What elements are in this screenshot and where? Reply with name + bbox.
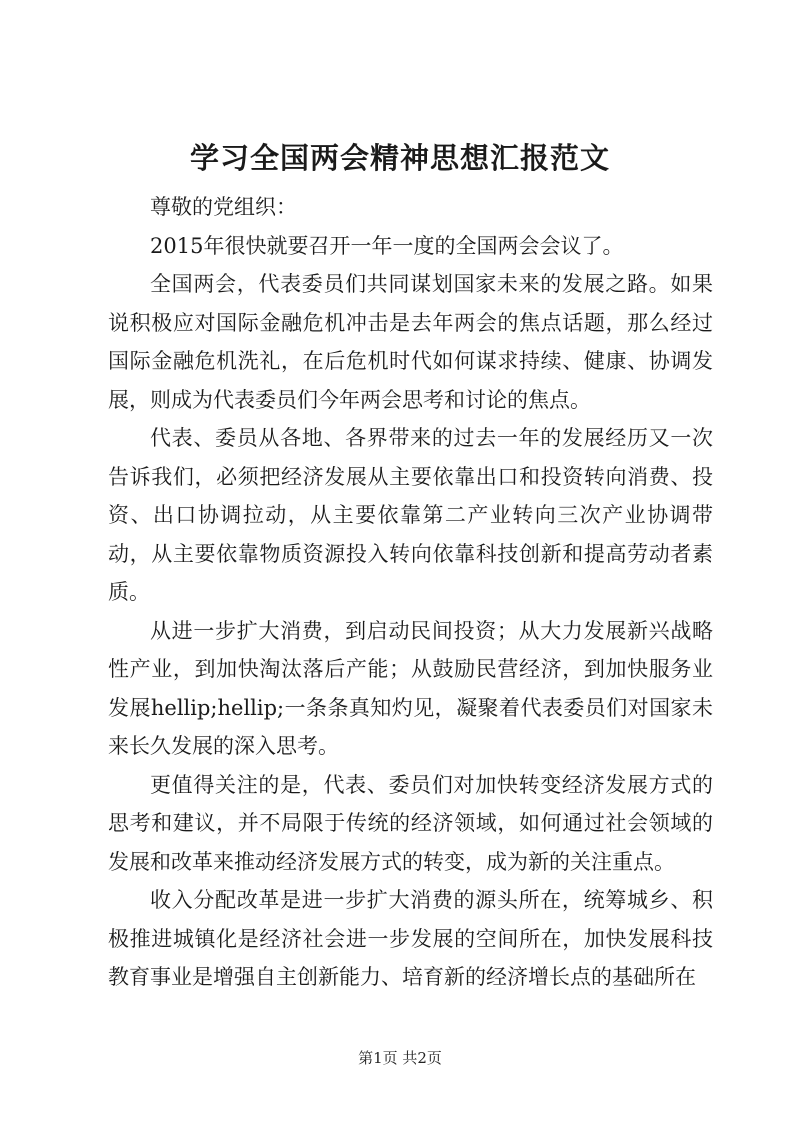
- paragraph: 收入分配改革是进一步扩大消费的源头所在，统筹城乡、积极推进城镇化是经济社会进一步发展的空间所在，加快发展科技教育事业是增强自主创新能力、培育新的经济增长点的基础所在: [108, 888, 713, 989]
- paragraph: 更值得关注的是，代表、委员们对加快转变经济发展方式的思考和建议，并不局限于传统的经济领域，如何通过社会领域的发展和改革来推动经济发展方式的转变，成为新的关注重点。: [108, 772, 713, 874]
- salutation: 尊敬的党组织：: [150, 195, 297, 219]
- paragraph: 从进一步扩大消费，到启动民间投资；从大力发展新兴战略性产业，到加快淘汰落后产能；从鼓励民营经济，到加快服务业发展hellip;hellip;一条条真知灼见，凝聚着代表委员们对国家未来长久发展的深入思考。: [108, 618, 713, 758]
- paragraph: 代表、委员从各地、各界带来的过去一年的发展经历又一次告诉我们，必须把经济发展从主要依靠出口和投资转向消费、投资、出口协调拉动，从主要依靠第二产业转向三次产业协调带动，从主要依靠物质资源投入转向依靠科技创新和提高劳动者素质。: [108, 426, 713, 604]
- page-footer: 第1页 共2页: [358, 1049, 442, 1067]
- document-body: [108, 188, 713, 997]
- paragraph: 全国两会，代表委员们共同谋划国家未来的发展之路。如果说积极应对国际金融危机冲击是去年两会的焦点话题，那么经过国际金融危机洗礼，在后危机时代如何谋求持续、健康、协调发展，则成为代表委员们今年两会思考和讨论的焦点。: [108, 272, 713, 412]
- document-title: 学习全国两会精神思想汇报范文: [189, 141, 610, 175]
- paragraph: 2015年很快就要召开一年一度的全国两会会议了。: [150, 233, 624, 258]
